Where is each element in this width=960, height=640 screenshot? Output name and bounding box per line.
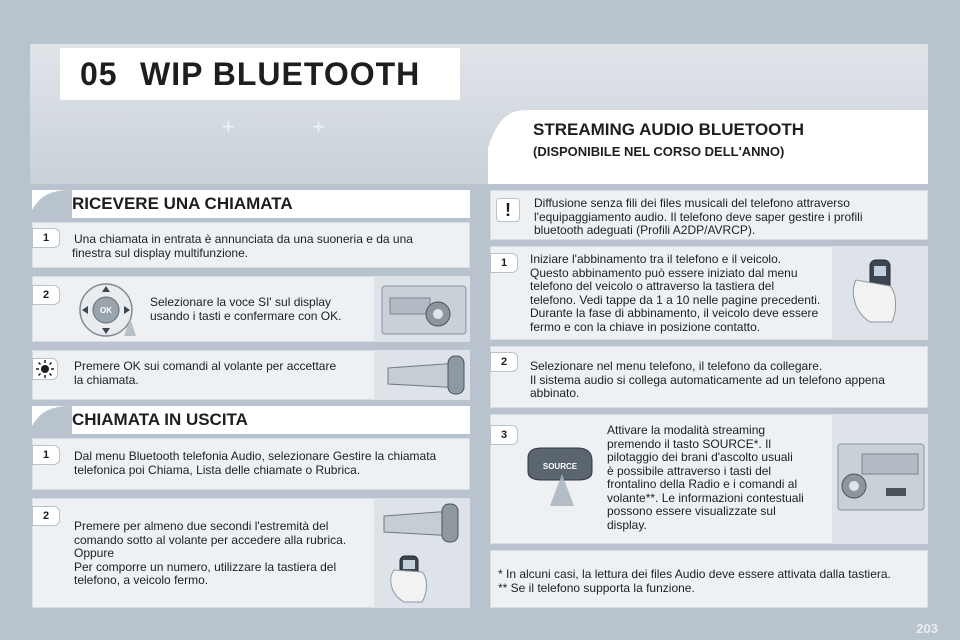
step-badge: 2 <box>490 352 518 372</box>
section-header-receive <box>32 190 470 218</box>
receive-step-2-text <box>150 296 341 323</box>
text-line: Selezionare la voce SI' sul display <box>150 295 332 309</box>
text-line: bluetooth adeguati (Profili A2DP/AVRCP). <box>534 223 756 237</box>
stream-step-2-text <box>530 360 885 401</box>
text-line: Una chiamata in entrata è annunciata da una suoneria e da una <box>74 232 413 246</box>
text-line: Per comporre un numero, utilizzare la tastiera del <box>74 559 337 574</box>
text-line: Attivare la modalità streaming <box>607 423 766 437</box>
text-line: finestra sul display multifunzione. <box>72 245 249 260</box>
text-line: Il sistema audio si collega automaticamente ad un telefono appena <box>530 372 885 387</box>
step-badge: 2 <box>32 506 60 526</box>
footnote-1: * In alcuni casi, la lettura dei files Audio deve essere attivata dalla tastiera. <box>498 567 891 581</box>
source-label: SOURCE <box>542 462 578 471</box>
step-badge: 1 <box>32 228 60 248</box>
outgoing-step-1-text <box>74 450 436 477</box>
text-line: Dal menu Bluetooth telefonia Audio, selezionare Gestire la chiamata <box>74 449 437 463</box>
stream-title: STREAMING AUDIO BLUETOOTH <box>533 120 805 139</box>
tip-icon <box>32 358 58 380</box>
warning-icon: ! <box>496 198 520 222</box>
text-line: usando i tasti e confermare con OK. <box>150 308 342 323</box>
radio-illustration <box>374 276 470 342</box>
text-line: Questo abbinamento può essere iniziato dal menu <box>530 265 798 280</box>
stream-warning-text <box>534 197 863 238</box>
text-line: comando sotto al volante per accedere alla rubrica. <box>74 532 347 547</box>
text-line: display. <box>607 517 647 532</box>
step-badge: 1 <box>32 445 60 465</box>
text-line: Diffusione senza fili dei files musicali del telefono attraverso <box>534 196 850 210</box>
text-line: possono essere visualizzate sul <box>607 504 776 518</box>
decor-plus-mark: + <box>312 114 325 139</box>
chapter-title: WIP BLUETOOTH <box>140 56 421 92</box>
text-line: premendo il tasto SOURCE*. Il <box>607 436 772 451</box>
text-line: Iniziare l'abbinamento tra il telefono e il veicolo. <box>530 252 782 266</box>
text-line: la chiamata. <box>74 372 139 387</box>
phone-illustration <box>832 246 928 340</box>
section-header-outgoing <box>32 406 470 434</box>
section-title: CHIAMATA IN USCITA <box>72 410 248 429</box>
text-line: Oppure <box>74 546 115 560</box>
text-line: l'equipaggiamento audio. Il telefono deve saper gestire i profili <box>534 209 863 224</box>
step-badge: 2 <box>32 285 60 305</box>
text-line: abbinato. <box>530 386 580 400</box>
stalk-phone-illustration <box>374 498 470 608</box>
source-button-icon <box>520 442 600 508</box>
text-line: volante**. Le informazioni contestuali <box>607 490 804 505</box>
stream-step-1-text <box>530 253 820 334</box>
text-line: Premere per almeno due secondi l'estremità del <box>74 519 329 533</box>
receive-tip-text <box>74 360 336 387</box>
stream-subtitle: (DISPONIBILE NEL CORSO DELL'ANNO) <box>533 144 785 159</box>
section-title: RICEVERE UNA CHIAMATA <box>72 194 293 213</box>
footnote-2: ** Se il telefono supporta la funzione. <box>498 581 695 595</box>
text-line: frontalino della Radio e i comandi al <box>607 477 798 491</box>
sun-icon <box>36 360 54 378</box>
chapter-number: 05 <box>80 56 118 92</box>
nav-pad-icon <box>78 280 138 340</box>
text-line: fermo e con la chiave in posizione contatto. <box>530 319 761 334</box>
text-line: pilotaggio dei brani d'ascolto usuali <box>607 450 793 464</box>
step-badge: 1 <box>490 253 518 273</box>
text-line: è possibile attraverso i tasti del <box>607 463 772 478</box>
text-line: telefono del veicolo o attraverso la tastiera del <box>530 279 775 293</box>
stalk-illustration <box>374 350 470 400</box>
text-line: telefono, a veicolo fermo. <box>74 573 209 587</box>
decor-plus-mark: + <box>222 114 235 139</box>
text-line: Selezionare nel menu telefono, il telefono da collegare. <box>530 359 823 373</box>
page-number: 203 <box>916 621 938 636</box>
receive-step-1-text <box>74 233 413 260</box>
radio-source-illustration <box>832 414 928 544</box>
stream-step-3-text <box>607 424 804 532</box>
text-line: telefono. Vedi tappe da 1 a 10 nelle pagine precedenti. <box>530 292 821 307</box>
step-badge: 3 <box>490 425 518 445</box>
text-line: Premere OK sui comandi al volante per accettare <box>74 359 337 373</box>
text-line: telefonica poi Chiama, Lista delle chiamate o Rubrica. <box>74 462 361 477</box>
outgoing-step-2-text <box>74 520 346 588</box>
text-line: Durante la fase di abbinamento, il veicolo deve essere <box>530 306 819 320</box>
ok-label: OK <box>100 306 112 315</box>
